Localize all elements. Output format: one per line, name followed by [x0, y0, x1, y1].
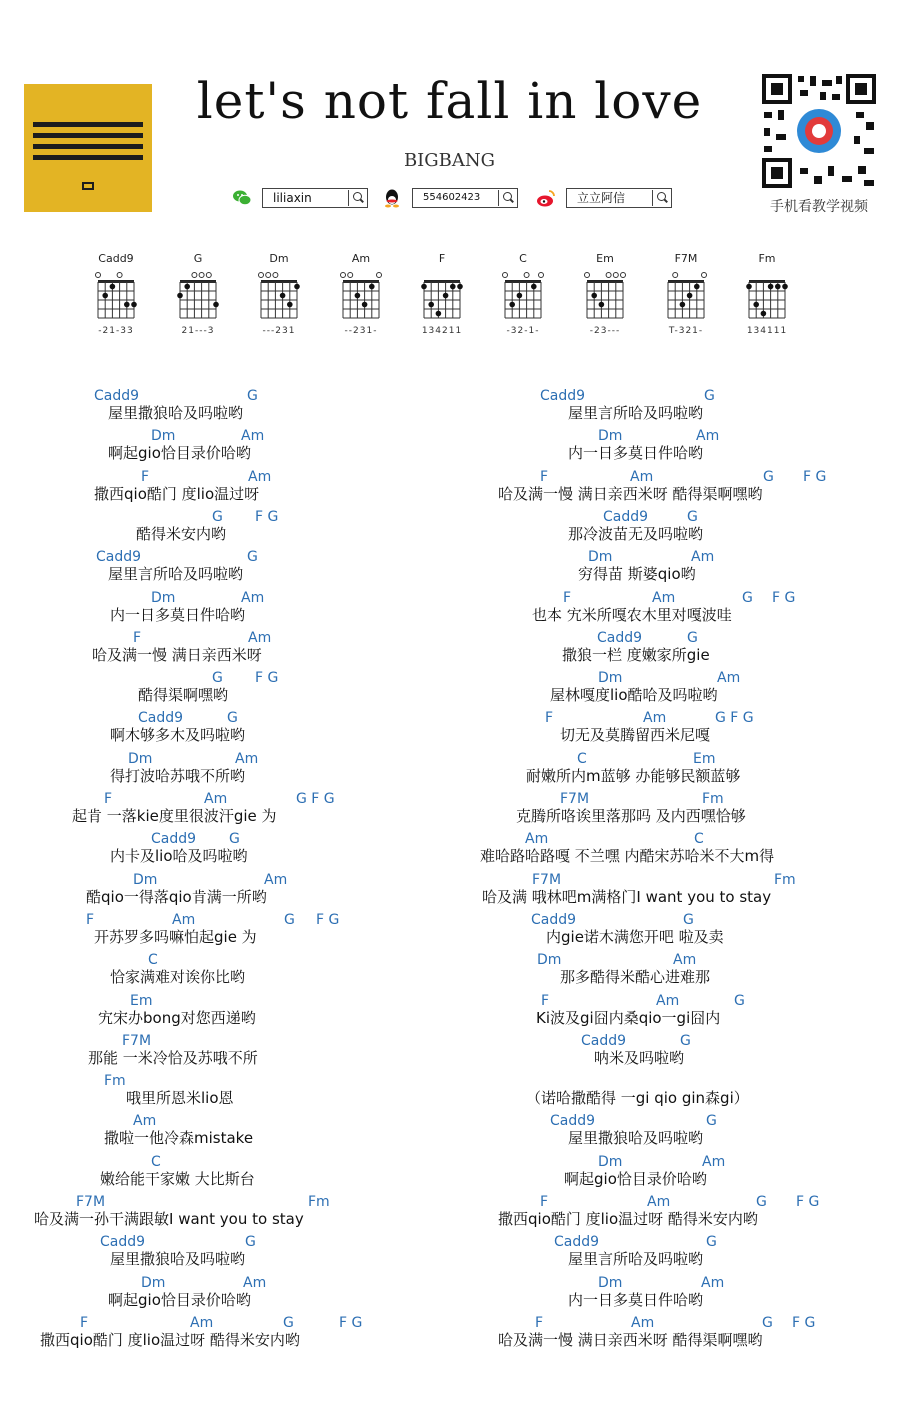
chord-label: G — [247, 549, 258, 566]
chord-fingering: -21-33 — [98, 326, 134, 336]
chord-label: Am — [525, 831, 549, 848]
chord-label: Cadd9 — [96, 549, 142, 566]
chord-label: G — [229, 831, 240, 848]
chord-label: F G — [796, 1194, 820, 1210]
chord-label: Am — [702, 1153, 726, 1170]
chord-label: F G — [255, 508, 279, 525]
chord-fingering: -23--- — [589, 326, 621, 336]
lyric-line: 难哈路哈路嘎 不兰嘿 内酷宋苏哈米不大m得 — [480, 847, 775, 866]
lyric-line: 撒西qio酷门 度lio温过呀 酷得米安内哟 — [40, 1330, 300, 1349]
chord-label: Em — [693, 750, 716, 767]
chord-label: Am — [717, 670, 741, 687]
weibo-id-field — [566, 188, 672, 208]
chord-label: Am — [656, 992, 680, 1009]
chord-label: F — [540, 1194, 549, 1210]
chord-label: Cadd9 — [138, 710, 184, 727]
chord-label: G — [683, 911, 694, 928]
chord-label: G — [227, 710, 238, 727]
chord-fingering: --231- — [344, 326, 378, 336]
chord-label: Cadd9 — [597, 629, 643, 646]
chord-name: Em — [596, 252, 614, 265]
chord-label: Cadd9 — [603, 508, 649, 525]
chord-label: Dm — [151, 428, 176, 445]
fretboard-grid — [339, 268, 383, 322]
chord-label: G — [756, 1194, 767, 1210]
chord-label: C — [148, 952, 158, 969]
fretboard-grid — [94, 268, 138, 322]
fretboard-grid — [257, 268, 301, 322]
chord-label: G — [283, 1314, 294, 1331]
lyric-line: 撒西qio酷门 度lio温过呀 — [94, 484, 260, 503]
lyric-line: 内卡及lio哈及吗啦哟 — [110, 847, 248, 866]
chord-fingering: T-321- — [668, 326, 704, 336]
lyric-line: 得打波哈苏哦不所哟 — [110, 766, 246, 785]
chord-label: Am — [631, 1314, 655, 1331]
chord-label: G — [284, 911, 295, 928]
search-icon — [652, 190, 669, 206]
chord-label: Am — [248, 468, 272, 485]
lyric-line: 恰家满难对诶你比哟 — [110, 968, 246, 987]
chord-label: F G — [316, 911, 340, 928]
lyric-line: 撒西qio酷门 度lio温过呀 酷得米安内哟 — [498, 1210, 758, 1228]
qr-caption: 手机看教学视频 — [770, 199, 868, 215]
fretboard-grid — [420, 268, 464, 322]
qq-id-field — [412, 188, 518, 208]
weibo-id: 立立阿信 — [577, 191, 626, 205]
chord-label: Am — [133, 1113, 157, 1130]
chord-label: F — [104, 791, 113, 807]
chord-diagram-em — [575, 252, 635, 342]
chord-label: Cadd9 — [151, 831, 197, 848]
chord-name: G — [193, 252, 203, 265]
chord-label: Cadd9 — [531, 911, 577, 928]
chord-label: Cadd9 — [550, 1113, 596, 1130]
chord-label: Am — [172, 911, 196, 928]
chord-label: F — [86, 911, 95, 928]
lyric-line: 屋林嘎度lio酷哈及吗啦哟 — [550, 686, 718, 705]
chord-label: Dm — [141, 1274, 166, 1291]
lyric-line: 撒狼一栏 度嫩家所gie — [562, 645, 710, 664]
chord-label: F G — [772, 589, 796, 606]
chord-label: Cadd9 — [100, 1234, 146, 1251]
lyric-line: 那冷波苗无及吗啦哟 — [568, 524, 704, 543]
chord-label: G — [762, 1314, 773, 1331]
chord-label: Am — [241, 428, 265, 445]
chord-label: Am — [701, 1274, 725, 1291]
chord-label: F — [545, 710, 554, 727]
chord-label: Am — [243, 1274, 267, 1291]
qq-icon — [382, 188, 402, 208]
chord-label: F7M — [122, 1032, 152, 1049]
song-title: let's not fall in love — [196, 72, 703, 130]
chord-name: Am — [351, 252, 371, 265]
chord-label: Dm — [598, 1153, 623, 1170]
chord-label: C — [694, 831, 704, 848]
chord-diagram-f — [412, 252, 472, 342]
lyric-line: 屋里撒狼哈及吗啦哟 — [568, 1129, 704, 1148]
lyric-line: 内一日多莫日件哈哟 — [110, 605, 246, 624]
chord-label: F G — [803, 468, 827, 485]
chord-label: G — [212, 670, 223, 687]
chord-diagram-f7m — [656, 252, 716, 342]
chord-label: Am — [673, 952, 697, 969]
wechat-icon — [232, 188, 252, 208]
fretboard-grid — [664, 268, 708, 322]
lyric-line: 屋里撒狼哈及吗啦哟 — [108, 404, 244, 422]
chord-label: Am — [235, 750, 259, 767]
lyric-line: 那多酷得米酷心进难那 — [560, 968, 711, 987]
chord-label: F — [563, 589, 572, 606]
lyric-line: 耐嫩所内m蓝够 办能够民额蓝够 — [526, 766, 741, 785]
chord-label: Am — [264, 871, 288, 888]
chord-label: Dm — [588, 549, 613, 566]
fretboard-grid — [583, 268, 627, 322]
chord-name: C — [519, 252, 527, 265]
chord-label: F7M — [76, 1194, 106, 1210]
chord-label: Am — [248, 629, 272, 646]
lyric-line: 那能 一米冷恰及苏哦不所 — [88, 1048, 258, 1067]
chord-label: G — [706, 1234, 717, 1251]
lyric-line: 屋里撒狼哈及吗啦哟 — [110, 1250, 246, 1269]
chord-label: Cadd9 — [581, 1032, 627, 1049]
chord-label: Am — [652, 589, 676, 606]
lyric-line: 酷得米安内哟 — [136, 524, 227, 543]
fretboard-grid — [501, 268, 545, 322]
chord-label: G — [245, 1234, 256, 1251]
lyric-line: 克腾所咯诶里落那吗 及内西嘿恰够 — [516, 807, 746, 825]
lyric-line: 哦里所恩米lio恩 — [126, 1089, 234, 1108]
chord-label: Am — [190, 1314, 214, 1331]
chord-label: Am — [643, 710, 667, 727]
chord-name: F7M — [674, 252, 698, 265]
wechat-id-field — [262, 188, 368, 208]
chord-label: Am — [241, 589, 265, 606]
chord-label: G F G — [296, 791, 335, 807]
chord-name: Dm — [269, 252, 289, 265]
lyric-line: 内一日多莫日件哈哟 — [568, 444, 704, 463]
chord-name: Cadd9 — [98, 252, 134, 265]
chord-fingering: 21---3 — [181, 326, 215, 336]
chord-diagram-dm — [249, 252, 309, 342]
chord-label: Dm — [128, 750, 153, 767]
chord-label: G — [704, 388, 715, 404]
lyric-line: 啊起gio恰目录价哈哟 — [108, 444, 251, 463]
chord-label: Dm — [598, 428, 623, 445]
chord-label: Cadd9 — [554, 1234, 600, 1251]
chord-name: F — [438, 252, 446, 265]
chord-label: Em — [130, 992, 153, 1009]
chord-label: G — [763, 468, 774, 485]
chord-label: F — [535, 1314, 544, 1331]
chord-label: Dm — [151, 589, 176, 606]
chord-label: Cadd9 — [540, 388, 586, 404]
lyric-line: 呐米及吗啦哟 — [594, 1048, 685, 1067]
lyric-line: 起肯 一落kie度里很波汗gie 为 — [72, 807, 277, 825]
lyric-line: 屋里言所哈及吗啦哟 — [568, 1250, 704, 1269]
chord-diagram-cadd9 — [86, 252, 146, 342]
chord-label: Fm — [104, 1073, 126, 1090]
chord-label: G — [680, 1032, 691, 1049]
lyric-line: 啊起gio恰目录价哈哟 — [564, 1169, 707, 1188]
chord-label: Fm — [702, 791, 724, 807]
lyric-line: 屋里言所哈及吗啦哟 — [108, 565, 244, 584]
chord-fingering: 134211 — [421, 326, 463, 336]
lyric-line: 啊起gio恰目录价哈哟 — [108, 1290, 251, 1309]
chord-label: Am — [630, 468, 654, 485]
chord-label: F — [541, 992, 550, 1009]
lyric-line: Ki波及gi囧内桑qio一gi囧内 — [536, 1008, 721, 1027]
lyric-line: 也本 宄米所嘎农木里对嘎波哇 — [532, 605, 732, 624]
chord-label: C — [151, 1153, 161, 1170]
chord-diagram-c — [493, 252, 553, 342]
lyric-line: 哈及满一慢 满日亲西米呀 — [92, 645, 262, 664]
qq-id: 554602423 — [423, 192, 481, 203]
lyric-line: 哈及满一孙干满跟敏I want you to stay — [34, 1210, 304, 1228]
lyric-line: 酷得渠啊嘿哟 — [138, 686, 229, 705]
chord-label: F G — [339, 1314, 363, 1331]
chord-label: F G — [792, 1314, 816, 1331]
chord-label: G — [706, 1113, 717, 1130]
chord-fingering: 134111 — [746, 326, 788, 336]
chord-label: Am — [204, 791, 228, 807]
chord-label: F — [80, 1314, 89, 1331]
chord-label: G — [687, 629, 698, 646]
chord-label: Dm — [537, 952, 562, 969]
lyric-line: 穷得苗 斯婆qio哟 — [578, 565, 696, 584]
chord-label: Dm — [598, 670, 623, 687]
chord-label: Fm — [308, 1194, 330, 1210]
lyric-line: 撒啦一他冷森mistake — [104, 1129, 254, 1148]
qr-code — [760, 72, 878, 190]
chord-label: C — [577, 750, 587, 767]
weibo-icon — [536, 188, 556, 208]
chord-label: G — [212, 508, 223, 525]
chord-label: Dm — [133, 871, 158, 888]
lyric-line: 内一日多莫日件哈哟 — [568, 1290, 704, 1309]
chord-label: F7M — [560, 791, 590, 807]
chord-label: F G — [255, 670, 279, 687]
chord-label: Dm — [598, 1274, 623, 1291]
chord-label: F — [141, 468, 150, 485]
lyric-line: （诺哈撒酷得 一gi qio gin森gi） — [526, 1089, 749, 1108]
chord-label: G — [247, 388, 258, 404]
wechat-id: liliaxin — [273, 191, 312, 205]
chord-fingering: -32-1- — [506, 326, 540, 336]
lyric-line: 哈及满一慢 满日亲西米呀 酷得渠啊嘿哟 — [498, 484, 763, 503]
fretboard-grid — [176, 268, 220, 322]
lyric-line: 酷qio一得落qio肯满一所哟 — [86, 887, 267, 906]
lyric-line: 内gie诺木满您开吧 啦及卖 — [546, 927, 724, 946]
lyric-line: 屋里言所哈及吗啦哟 — [568, 404, 704, 422]
chord-diagram-g — [168, 252, 228, 342]
chord-diagram-am — [331, 252, 391, 342]
fretboard-grid — [745, 268, 789, 322]
chord-label: G — [742, 589, 753, 606]
lyric-line: 切无及莫腾留西米尼嘎 — [560, 726, 711, 745]
chord-label: F7M — [532, 871, 562, 888]
chord-name: Fm — [758, 252, 776, 265]
lyric-line: 开苏罗多吗嘛怕起gie 为 — [94, 927, 257, 946]
lyric-line: 哈及满 哦林吧m满格门I want you to stay — [482, 887, 772, 906]
lyric-line: 宄宋办bong对您西递哟 — [98, 1008, 256, 1027]
lyric-line: 哈及满一慢 满日亲西米呀 酷得渠啊嘿哟 — [498, 1330, 763, 1349]
chord-label: G F G — [715, 710, 754, 727]
search-icon — [348, 190, 365, 206]
chord-label: F — [133, 629, 142, 646]
lyric-line: 啊木够多木及吗啦哟 — [110, 726, 246, 745]
chord-label: Am — [696, 428, 720, 445]
chord-label: Am — [647, 1194, 671, 1210]
chord-fingering: ---231 — [262, 326, 296, 336]
chord-label: Cadd9 — [94, 388, 140, 404]
chord-diagram-fm — [737, 252, 797, 342]
search-icon — [498, 190, 515, 206]
chord-label: G — [687, 508, 698, 525]
chord-label: F — [540, 468, 549, 485]
chord-label: Fm — [774, 871, 796, 888]
artist-name: BIGBANG — [403, 150, 496, 171]
chord-label: G — [734, 992, 745, 1009]
chord-label: Am — [691, 549, 715, 566]
lyric-line: 嫩给能干家嫩 大比斯台 — [100, 1169, 255, 1188]
